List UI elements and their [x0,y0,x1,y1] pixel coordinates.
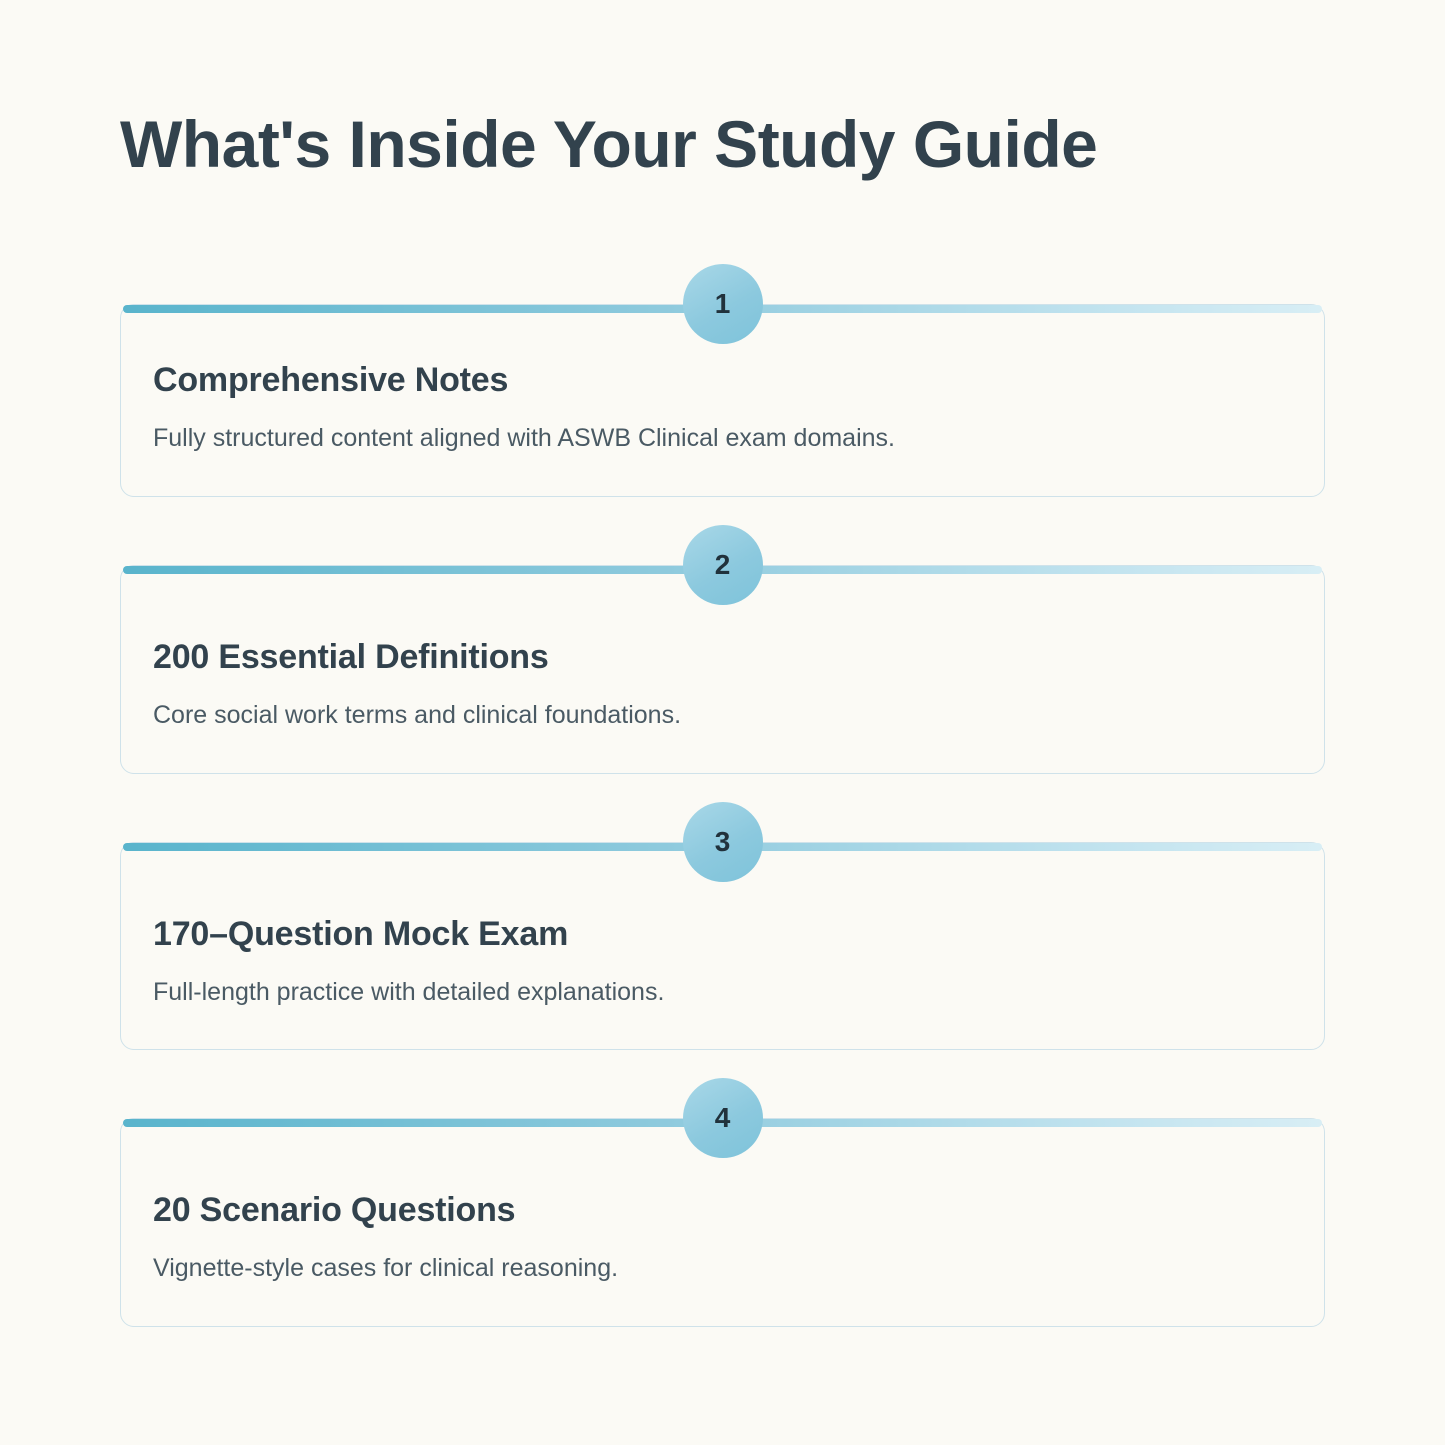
card-description: Fully structured content aligned with ASWB Clinical exam domains. [153,424,895,452]
card-description: Core social work terms and clinical foundations. [153,700,682,729]
feature-card-item [120,1102,1325,1327]
step-number-badge: 1 [683,264,763,344]
feature-card-item [120,288,1325,497]
feature-card-list [120,276,1325,1327]
feature-card-item [120,548,1325,774]
feature-card-item [120,825,1325,1051]
card-title: 200 Essential Definitions [153,637,549,676]
card-description: Vignette-style cases for clinical reasoning. [153,1254,619,1283]
step-number-badge: 3 [683,802,763,882]
page-title: What's Inside Your Study Guide [120,107,1098,181]
card-title: Comprehensive Notes [153,361,509,399]
card-description: Full-length practice with detailed explanations. [153,977,665,1006]
step-number-badge: 4 [683,1078,763,1158]
card-title: 20 Scenario Questions [153,1191,516,1230]
step-number-badge: 2 [683,525,763,605]
card-title: 170–Question Mock Exam [153,914,569,953]
